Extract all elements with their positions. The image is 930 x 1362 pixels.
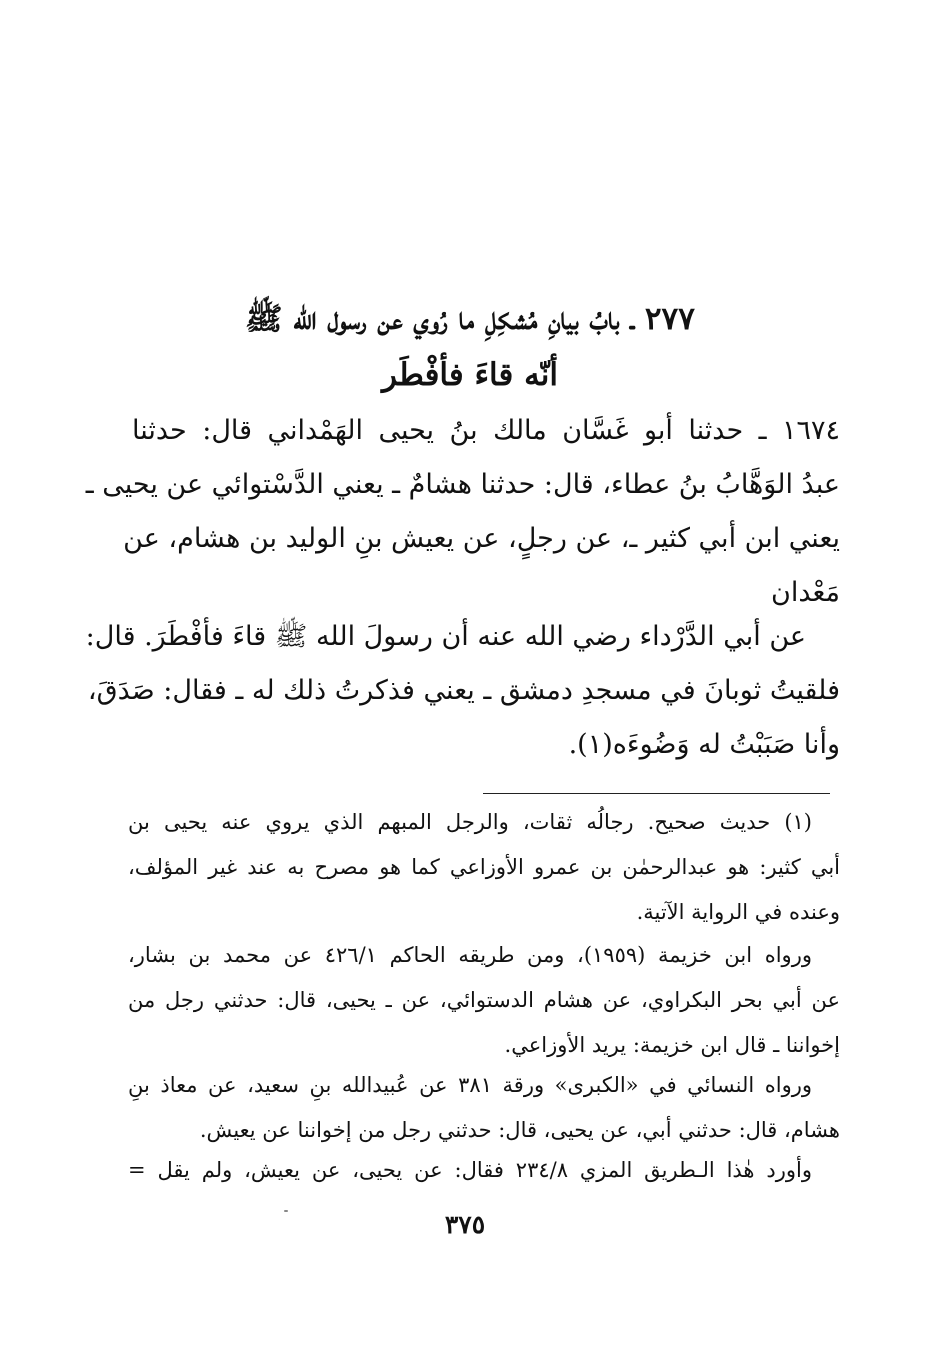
chapter-subtitle: أنّه قاءَ فأفْطَر: [382, 357, 558, 393]
text-line: فلقيتُ ثوبانَ في مسجدِ دمشق ـ يعني فذكرتُ ذلك له ـ فقال: صَدَقَ،: [87, 675, 840, 706]
footnote-line: وعنده في الرواية الآتية.: [636, 900, 840, 924]
text-line: يعني ابن أبي كثير ـ، عن رجلٍ، عن يعيش بنِ الوليد بن هشام، عن: [123, 523, 840, 554]
footnote-1: [128, 800, 840, 935]
footnote-nasai: [128, 1063, 840, 1153]
footnote-ibn-khuzayma: [128, 933, 840, 1068]
footnote-mizzi: [128, 1148, 840, 1193]
footnote-line: ورواه ابن خزيمة (١٩٥٩)، ومن طريقه الحاكم ٤٢٦/١ عن محمد بن بشار،: [128, 943, 812, 967]
footnote-line: (١) حديث صحيح. رجالُه ثقات، والرجل المبهم الذي يروي عنه يحيى بن: [128, 810, 812, 834]
footnote-line: عن أبي بحر البكراوي، عن هشام الدستوائي، عن ـ يحيى، قال: حدثني رجل من: [128, 988, 840, 1012]
text-line: عن أبي الدَّرْداء رضي الله عنه أن رسولَ الله ﷺ قاءَ فأفْطَرَ. قال:: [85, 621, 806, 652]
footnote-line: ورواه النسائي في «الكبرى» ورقة ٣٨١ عن عُبيدالله بنِ سعيد، عن معاذ بنِ: [128, 1073, 812, 1097]
chapter-title: ٢٧٧ ـ بابُ بيانِ مُشكِلِ ما رُوي عن رسول الله ﷺ: [245, 301, 695, 337]
hadith-matn-paragraph: [85, 610, 840, 772]
footnote-line: هشام، قال: حدثني أبي، عن يحيى، قال: حدثني رجل من إخواننا عن يعيش.: [199, 1118, 840, 1142]
text-line: ١٦٧٤ ـ حدثنا أبو غَسَّان مالك بنُ يحيى الهَمْداني قال: حدثنا: [132, 415, 840, 446]
page-number: ٣٧٥: [444, 1210, 486, 1239]
text-line: عبدُ الوَهَّابُ بنُ عطاء، قال: حدثنا هشامٌ ـ يعني الدَّسْتوائي عن يحيى ـ: [85, 469, 840, 500]
text-line: وأنا صَبَبْتُ له وَضُوءَه(١).: [568, 729, 840, 760]
footnote-line: أبي كثير: هو عبدالرحمٰن بن عمرو الأوزاعي كما هو مصرح به عند غير المؤلف،: [128, 855, 840, 879]
hadith-isnad-paragraph: [85, 404, 840, 620]
footnote-line: إخواننا ـ قال ابن خزيمة: يريد الأوزاعي.: [504, 1033, 840, 1057]
text-line: مَعْدان: [771, 577, 840, 608]
footnote-separator: [483, 793, 830, 794]
print-speck: [284, 1210, 288, 1212]
footnote-line: وأورد هٰذا الـطريق المزي ٢٣٤/٨ فقال: عن يحيى، عن يعيش، ولم يقل =: [128, 1158, 812, 1182]
